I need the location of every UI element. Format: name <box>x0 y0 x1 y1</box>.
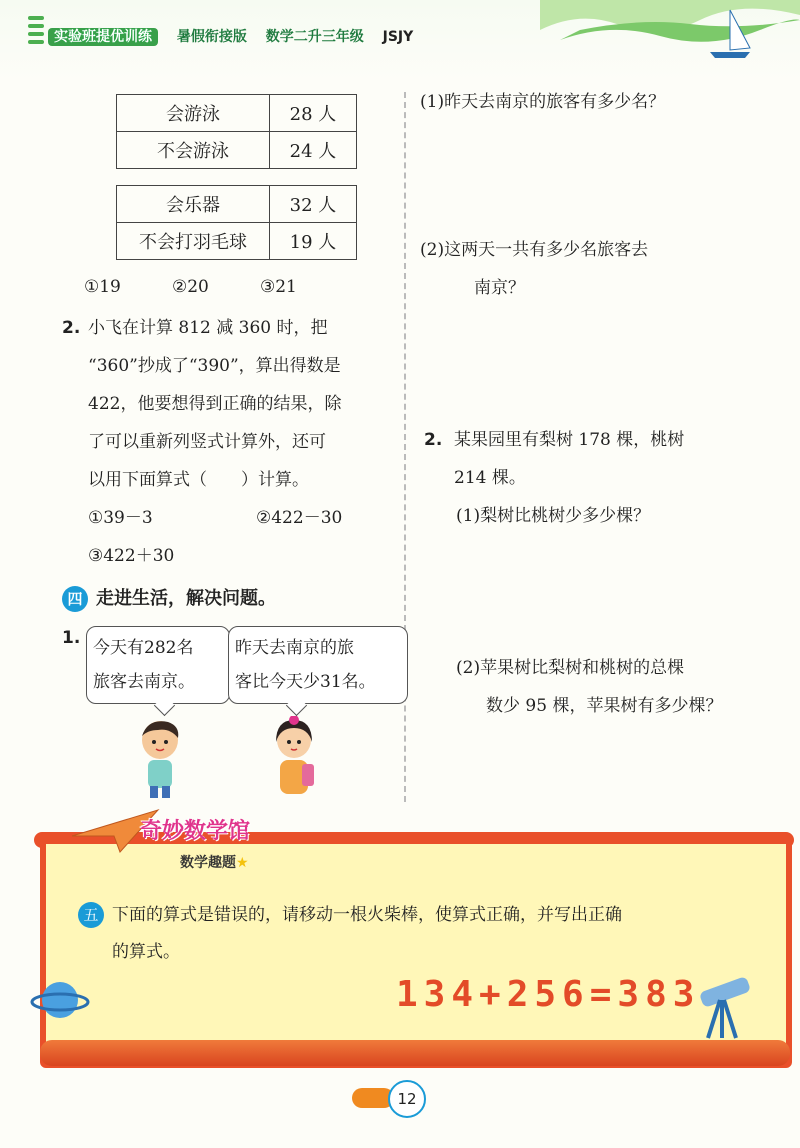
question-text: 数少 95 棵，苹果树有多少棵？ <box>486 696 723 716</box>
table-row <box>117 95 357 132</box>
fun-question <box>78 902 622 928</box>
bubble-line: 客比今天少31名。 <box>235 672 376 692</box>
question-text: 214 棵。 <box>454 468 526 488</box>
table-row <box>117 223 357 260</box>
option: ①19 <box>84 277 121 297</box>
header-subject: 数学二升三年级 <box>265 29 364 45</box>
section-title: 走进生活，解决问题。 <box>96 588 276 609</box>
matchstick-equation: 134+256=383 <box>396 974 701 1015</box>
question-text: (2)苹果树比梨树和桃树的总棵 <box>456 658 685 678</box>
bubble-line: 今天有282名 <box>93 638 194 658</box>
planet-icon <box>30 970 90 1030</box>
option: ③422＋30 <box>88 546 175 566</box>
table-cell: 19 人 <box>270 223 357 260</box>
fun-math-subtitle <box>180 852 249 872</box>
sailboat-wave-icon <box>540 0 800 60</box>
option: ①39－3 <box>88 508 153 528</box>
header-code: JSJY <box>382 29 414 45</box>
telescope-icon <box>690 970 760 1040</box>
fun-text: 下面的算式是错误的，请移动一根火柴棒，使算式正确，并写出正确 <box>112 905 622 925</box>
page-number: 12 <box>388 1080 426 1118</box>
table-cell: 32 人 <box>270 186 357 223</box>
option: ②20 <box>172 277 209 297</box>
scroll-bottom-roll <box>40 1040 790 1066</box>
question-text: 某果园里有梨树 178 棵，桃树 <box>454 430 685 450</box>
swim-table <box>116 94 357 169</box>
fun-text: 的算式。 <box>112 942 180 962</box>
table-row <box>117 186 357 223</box>
table-cell: 不会打羽毛球 <box>117 223 270 260</box>
q2-line: 422，他要想得到正确的结果，除 <box>88 394 342 414</box>
header-stripes <box>28 16 44 52</box>
question-number: 2. <box>424 430 443 450</box>
bubble-line: 昨天去南京的旅 <box>235 638 354 658</box>
header-title <box>48 26 427 46</box>
music-table <box>116 185 357 260</box>
option: ②422－30 <box>256 508 343 528</box>
question-text: (1)梨树比桃树少多少棵？ <box>456 506 651 526</box>
section-badge: 五 <box>78 902 104 928</box>
fun-math-title: 奇妙数学馆 <box>140 819 251 844</box>
question-text: (1)昨天去南京的旅客有多少名？ <box>420 92 666 112</box>
question-text: (2)这两天一共有多少名旅客去 <box>420 240 649 260</box>
table-cell: 24 人 <box>270 132 357 169</box>
speech-bubble-boy <box>86 626 230 704</box>
q2-line: 了可以重新列竖式计算外，还可 <box>88 432 326 452</box>
q2-line: 以用下面算式（ ）计算。 <box>88 470 309 490</box>
table-cell: 会乐器 <box>117 186 270 223</box>
q2-line: 小飞在计算 812 减 360 时，把 <box>88 318 328 338</box>
question-number: 2. <box>62 318 81 338</box>
header-edition: 暑假衔接版 <box>176 29 247 45</box>
header-brand: 实验班提优训练 <box>48 28 158 46</box>
speech-bubble-girl <box>228 626 408 704</box>
section-badge: 四 <box>62 586 88 612</box>
question-number: 1. <box>62 628 81 648</box>
option: ③21 <box>260 277 297 297</box>
bubble-line: 旅客去南京。 <box>93 672 195 692</box>
fun-subtitle-text: 数学趣题 <box>180 855 236 871</box>
table-cell: 不会游泳 <box>117 132 270 169</box>
girl-illustration <box>262 716 326 800</box>
boy-illustration <box>128 716 192 800</box>
table-cell: 28 人 <box>270 95 357 132</box>
star-icon: ★ <box>236 855 249 871</box>
table-row <box>117 132 357 169</box>
q2-line: “360”抄成了“390”，算出得数是 <box>88 356 341 376</box>
table-cell: 会游泳 <box>117 95 270 132</box>
question-text: 南京？ <box>474 278 525 298</box>
section-heading <box>62 584 276 612</box>
